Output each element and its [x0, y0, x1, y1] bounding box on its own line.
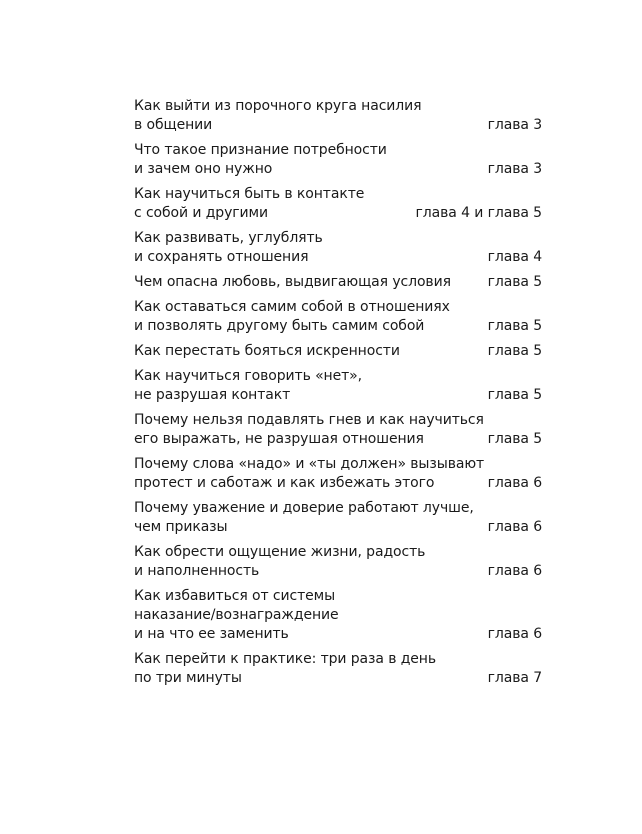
entry-title-line: наказание/вознаграждение	[134, 607, 339, 623]
entry-chapter: глава 3	[487, 117, 542, 133]
entry-title-line: Что такое признание потребности	[134, 142, 387, 158]
toc-entry	[134, 499, 542, 537]
entry-title-line: Чем опасна любовь, выдвигающая условия	[134, 274, 451, 290]
toc-entry	[134, 650, 542, 688]
entry-title-line: Как развивать, углублять	[134, 230, 323, 246]
entry-title-line: Как перейти к практике: три раза в день	[134, 651, 436, 667]
entry-title-line: Как научиться быть в контакте	[134, 186, 365, 202]
toc-entry	[134, 543, 542, 581]
entry-title-line: его выражать, не разрушая отношения	[134, 431, 424, 447]
entry-title-line: чем приказы	[134, 519, 228, 535]
entry-title-line: Как выйти из порочного круга насилия	[134, 98, 422, 114]
entry-title-line: Как научиться говорить «нет»,	[134, 368, 362, 384]
entry-title-line: не разрушая контакт	[134, 387, 291, 403]
entry-title-line: и зачем оно нужно	[134, 161, 273, 177]
toc-entry	[134, 229, 542, 267]
entry-title-line: в общении	[134, 117, 213, 133]
entry-title-line: и наполненность	[134, 563, 260, 579]
toc-entry	[134, 273, 542, 292]
entry-chapter: глава 5	[487, 431, 542, 447]
toc-entry	[134, 342, 542, 361]
entry-chapter: глава 5	[487, 387, 542, 403]
entry-title-line: Как оставаться самим собой в отношениях	[134, 299, 450, 315]
toc-entry	[134, 587, 542, 644]
table-of-contents	[134, 97, 542, 694]
entry-title-line: Как избавиться от системы	[134, 588, 336, 604]
entry-chapter: глава 5	[487, 343, 542, 359]
entry-title-line: и на что ее заменить	[134, 626, 289, 642]
toc-entry	[134, 97, 542, 135]
entry-chapter: глава 4 и глава 5	[415, 205, 542, 221]
entry-title-line: Почему уважение и доверие работают лучше,	[134, 500, 474, 516]
entry-title-line: Как перестать бояться искренности	[134, 343, 400, 359]
toc-entry	[134, 185, 542, 223]
toc-entry	[134, 141, 542, 179]
entry-chapter: глава 5	[487, 318, 542, 334]
entry-chapter: глава 3	[487, 161, 542, 177]
entry-chapter: глава 5	[487, 274, 542, 290]
entry-chapter: глава 6	[487, 475, 542, 491]
toc-entry	[134, 411, 542, 449]
entry-title-line: протест и саботаж и как избежать этого	[134, 475, 435, 491]
toc-entry	[134, 298, 542, 336]
entry-chapter: глава 4	[487, 249, 542, 265]
entry-title-line: Как обрести ощущение жизни, радость	[134, 544, 426, 560]
entry-title-line: по три минуты	[134, 670, 242, 686]
entry-title-line: Почему нельзя подавлять гнев и как научиться	[134, 412, 484, 428]
entry-title-line: с собой и другими	[134, 205, 268, 221]
entry-chapter: глава 6	[487, 519, 542, 535]
entry-title-line: и сохранять отношения	[134, 249, 309, 265]
entry-title-line: и позволять другому быть самим собой	[134, 318, 425, 334]
entry-chapter: глава 6	[487, 626, 542, 642]
entry-chapter: глава 7	[487, 670, 542, 686]
toc-entry	[134, 367, 542, 405]
entry-chapter: глава 6	[487, 563, 542, 579]
entry-title-line: Почему слова «надо» и «ты должен» вызывают	[134, 456, 485, 472]
toc-entry	[134, 455, 542, 493]
